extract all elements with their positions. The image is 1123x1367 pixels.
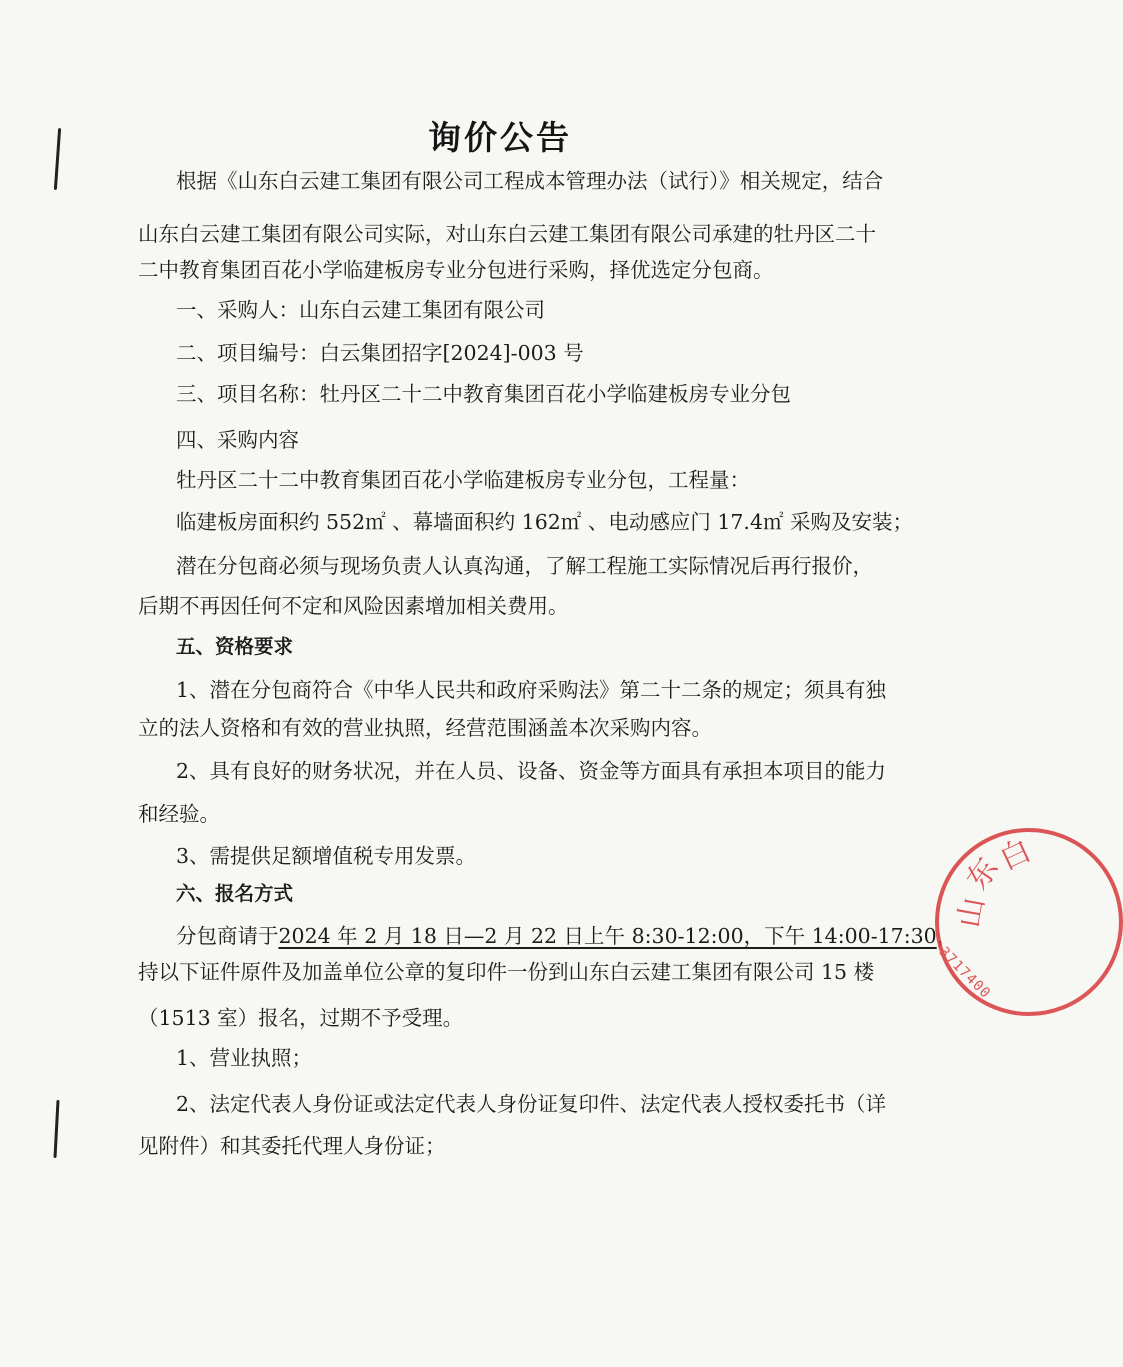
registration-line-2: 持以下证件原件及加盖单位公章的复印件一份到山东白云建工集团有限公司 15 楼 <box>138 960 875 984</box>
project-name-line: 三、项目名称：牡丹区二十二中教育集团百花小学临建板房专业分包 <box>176 382 791 406</box>
procurement-content-line-4: 后期不再因任何不定和风险因素增加相关费用。 <box>138 594 569 618</box>
company-seal <box>935 828 1123 1016</box>
margin-mark-bottom <box>53 1100 59 1158</box>
registration-suffix: ， <box>936 924 958 948</box>
registration-line-3: （1513 室）报名，过期不予受理。 <box>138 1006 464 1030</box>
registration-doc-2-cont: 见附件）和其委托代理人身份证； <box>138 1134 446 1158</box>
qualification-line-4: 和经验。 <box>138 802 220 826</box>
seal-char-3: 白 <box>994 832 1037 878</box>
intro-line-2: 山东白云建工集团有限公司实际，对山东白云建工集团有限公司承建的牡丹区二十 <box>138 222 876 246</box>
qualification-line-1: 1、潜在分包商符合《中华人民共和政府采购法》第二十二条的规定；须具有独 <box>176 678 887 702</box>
document-title: 询价公告 <box>428 118 572 157</box>
seal-char-2: 东 <box>959 851 1006 897</box>
purchaser-line: 一、采购人：山东白云建工集团有限公司 <box>176 298 545 322</box>
registration-heading: 六、报名方式 <box>176 882 294 905</box>
qualification-heading: 五、资格要求 <box>176 635 294 658</box>
project-number-line: 二、项目编号：白云集团招字[2024]-003 号 <box>176 341 584 365</box>
registration-time: 2024 年 2 月 18 日—2 月 22 日上午 8:30-12:00，下午 14:00-17:30 <box>278 924 937 948</box>
seal-number: 3717400 <box>935 944 994 1002</box>
registration-doc-1: 1、营业执照； <box>176 1046 313 1070</box>
registration-time-line <box>176 922 957 950</box>
qualification-line-3: 2、具有良好的财务状况，并在人员、设备、资金等方面具有承担本项目的能力 <box>176 759 887 783</box>
procurement-content-line-2: 临建板房面积约 552㎡ 、幕墙面积约 162㎡ 、电动感应门 17.4㎡ 采购及安装； <box>176 510 913 534</box>
qualification-line-2: 立的法人资格和有效的营业执照，经营范围涵盖本次采购内容。 <box>138 716 712 740</box>
registration-doc-2: 2、法定代表人身份证或法定代表人身份证复印件、法定代表人授权委托书（详 <box>176 1092 887 1116</box>
procurement-content-line-1: 牡丹区二十二中教育集团百花小学临建板房专业分包，工程量： <box>176 468 750 492</box>
registration-prefix: 分包商请于 <box>176 924 279 948</box>
intro-line-3: 二中教育集团百花小学临建板房专业分包进行采购，择优选定分包商。 <box>138 258 774 282</box>
qualification-line-5: 3、需提供足额增值税专用发票。 <box>176 844 477 868</box>
procurement-content-heading: 四、采购内容 <box>176 428 299 452</box>
intro-line-1: 根据《山东白云建工集团有限公司工程成本管理办法（试行）》相关规定，结合 <box>176 169 884 193</box>
seal-char-1: 山 <box>951 894 992 931</box>
procurement-content-line-3: 潜在分包商必须与现场负责人认真沟通，了解工程施工实际情况后再行报价， <box>176 554 873 578</box>
